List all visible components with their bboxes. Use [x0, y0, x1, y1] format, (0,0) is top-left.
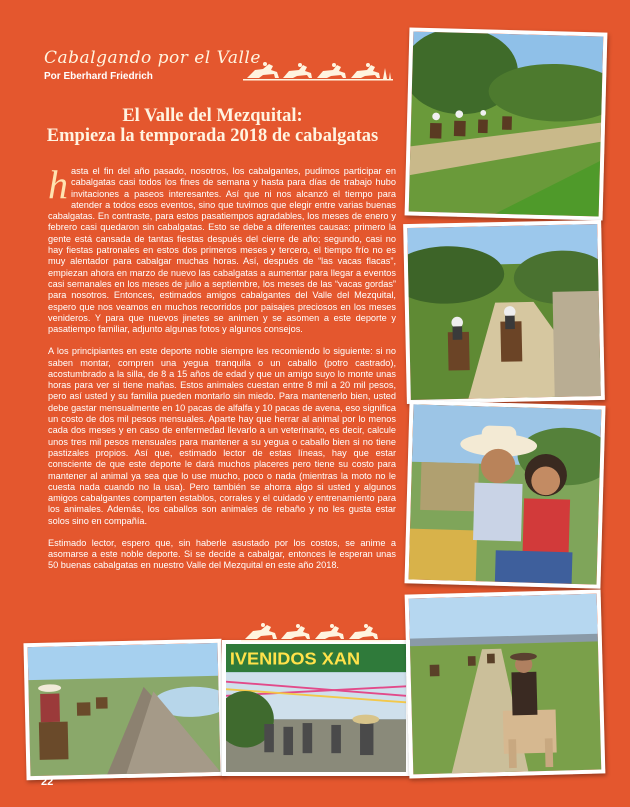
riders-banner-decoration-2 [241, 617, 391, 645]
paragraph-1-text: asta el fin del año pasado, nosotros, los cabalgantes, pudimos participar en cabalgatas casi todos los fines de semana y hasta para días de trabajo hubo invitaciones a paseos interesantes. Así que ni nos alcanzó el tiempo para atender a todos esos eventos, sino que tuvimos que elegir entre varias buenas cabalgatas. En contraste, para estos pasatiempos agradables, los meses de enero y febrero casi quedaron sin cabalgatas. Esto se debe a diferentes causas: primero la gente está cansada de tantas fiestas después del cierre de año; segundo, casi no hay fiestas patronales en estos dos primeros meses y tercero, el tiempo frío no es muy alentador para cabalgar muchas horas. Así, después de “las vacas flacas”, empiezan ahora en marzo de nuevo las cabalgatas a aumentar para llegar a eventos casi semanales en los meses de julio a septiembre, los meses de las “vacas gordas” para nosotros. Entonces, estimados amigos cabalgantes del Valle del Mezquital, espero que nos veamos en muchos recorridos por paisajes preciosos en los meses venideros. Y para que nuevos jinetes se animen y se asomen a este deporte y pasatiempo familiar, adjunto algunas fotos y algunos consejos. [48, 166, 396, 335]
headline-line-1: El Valle del Mezquital: [122, 106, 303, 126]
section-title: Cabalgando por el Valle [44, 48, 261, 68]
photo-riders-path [403, 220, 605, 404]
paragraph-1 [48, 162, 396, 335]
paragraph-2: A los principiantes en este deporte noble siempre les recomiendo lo siguiente: si no saben montar, compren una yegua tranquila o un caballo (potro castrado), acostumbrado a la silla, de 8 a 15 años de edad y que un amigo suyo lo monte unas horas para ver si tiene mañas. Estos animales cuestan entre 8 mil a 20 mil pesos, pero así usted y su familia pueden montarlo sin miedo. Para mantenerlo bien, usted debe gastar mensualmente en 10 pacas de alfalfa y 10 pacas de avena, eso significa un costo de dos mil pesos mensuales. Aparte hay que herrar al animal por lo menos cada dos meses y en caso de enfermedad llevarlo a un veterinario, es decir, calcule unos tres mil pesos mensuales para mantener a su yegua o caballo bien si no tiene pastizales propios. Así que, estimado lector de estas líneas, hay que estar consciente de que este deporte le dará muchos placeres pero tiene su costo para mantener al animal ya sea que lo use mucho, poco o nada (mientras la moto no le cuesta nada cuando no la usa). Pero también se ahorra algo si usted y algunos amigos cabalgantes comparten establos, corrales y el cuidado y entrenamiento para los animales. Además, los caballos son animales de rebaño y no les gusta estar solos sino en compañía. [48, 346, 396, 526]
headline-line-2: Empieza la temporada 2018 de cabalgatas [46, 126, 379, 146]
photo-festival [222, 640, 410, 776]
photo-riders-road [405, 27, 608, 220]
photo-children [404, 400, 605, 588]
author-byline: Por Eberhard Friedrich [44, 71, 153, 82]
drop-cap: h [48, 162, 68, 207]
riders-banner-decoration [243, 56, 393, 84]
page-number: 22 [41, 776, 54, 788]
photo-rider-field [405, 589, 606, 778]
photo-riders-water [23, 639, 224, 780]
paragraph-3: Estimado lector, espero que, sin haberle asustado por los costos, se anime a asomarse a este noble deporte. Si se decide a cabalgar, entonces le esperan unas 50 buenas cabalgatas en nuestro Valle del Mezquital en este año 2018. [48, 537, 396, 571]
article-headline [30, 106, 395, 146]
article-body [48, 162, 396, 582]
festival-banner-text: IVENIDOS XAN [229, 648, 361, 669]
